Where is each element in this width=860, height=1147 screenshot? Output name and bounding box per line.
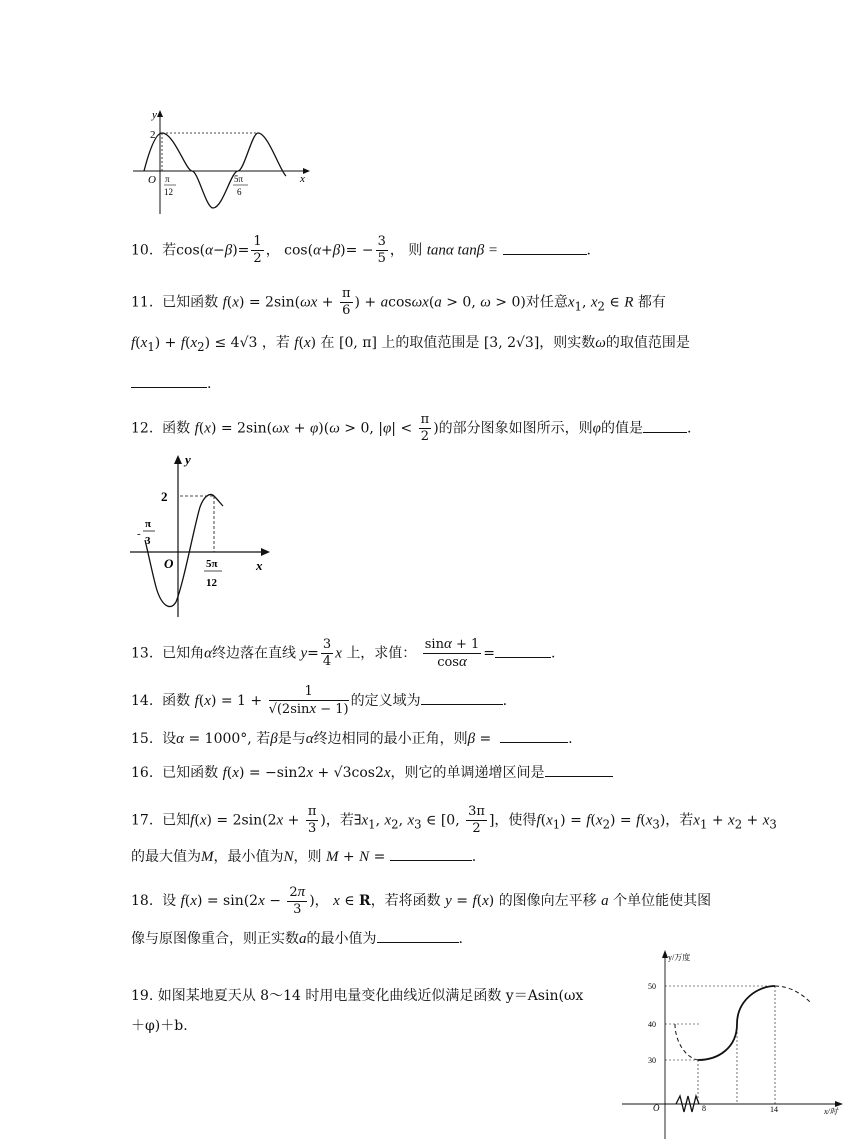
graph-1: [128, 108, 318, 218]
svg-text:5π: 5π: [234, 174, 244, 184]
answer-blank[interactable]: [495, 643, 551, 658]
x-tick-8: 8: [702, 1104, 706, 1113]
question-16: 16. 已知函数 f(x) = −sin2x + √3cos2x，则它的单调递增区间是: [131, 762, 613, 783]
svg-text:π: π: [145, 518, 152, 530]
svg-text:6: 6: [237, 187, 242, 197]
y-axis-label: y: [185, 452, 191, 467]
question-17-line-2: 的最大值为M，最小值为N，则 M + N = .: [131, 846, 476, 867]
question-10: 10. 若cos(α−β)= $\frac{1}{2}$ ， cos(α+β)= − $\frac{3}{5}$ ， 则 tanα tanβ = .: [131, 234, 591, 266]
electricity-usage-graph: [620, 944, 850, 1144]
question-19-line-2: ＋φ)＋b.: [131, 1018, 188, 1034]
question-19-line-1: 19. 如图某地夏天从 8～14 时用电量变化曲线近似满足函数 y＝Asin(ωx: [131, 988, 584, 1004]
y-axis-label: y/万度: [668, 953, 691, 962]
y-tick-50: 50: [648, 982, 656, 991]
graph-2: [128, 452, 278, 622]
question-17-line-1: 17. 已知f(x) = 2sin(2x + $\frac{\pi}{3}$ )，若$\exists x_1$, $x_2$, $x_3$ ∈ [0, $\frac{3\pi}{2}$ ]，使得$f(x_1) = f(x_2) = f(x_3)$，若$x_1 + x_2 + x_3$: [131, 804, 777, 836]
answer-blank[interactable]: [131, 373, 207, 388]
x-tick-14: 14: [770, 1105, 778, 1114]
y-tick-2: 2: [161, 489, 168, 504]
origin-label: O: [164, 556, 174, 571]
svg-text:-: -: [137, 528, 141, 540]
x-axis-label: x: [256, 558, 263, 573]
answer-blank[interactable]: [643, 418, 687, 433]
question-14: 14. 函数 f(x) = 1 + $\frac{1}{√(2\sin x - 1)}$ 的定义域为 .: [131, 684, 508, 717]
question-15: 15. 设α = 1000°, 若β是与α终边相同的最小正角，则β = .: [131, 728, 573, 749]
dashed-curve-right: [775, 986, 810, 1002]
dashed-curve-left: [675, 1024, 698, 1060]
answer-blank[interactable]: [503, 240, 587, 255]
usage-curve: [698, 986, 775, 1060]
answer-blank[interactable]: [390, 846, 472, 861]
question-13: 13. 已知角α终边落在直线 y= $\frac{3}{4}$ x 上，求值： $\frac{\sin\alpha + 1}{\cos\alpha}$ = .: [131, 636, 556, 670]
question-18-line-1: 18. 设 f(x) = sin(2x − $\frac{2\pi}{3}$ )， x ∈ R，若将函数 y = f(x) 的图像向左平移 a 个单位能使其图: [131, 884, 712, 917]
answer-blank[interactable]: [377, 928, 459, 943]
svg-text:3: 3: [145, 535, 151, 547]
y-tick-2: 2: [150, 129, 156, 141]
origin-label: O: [653, 1103, 660, 1113]
x-axis-label: x/时: [824, 1107, 838, 1116]
svg-text:5π: 5π: [206, 558, 218, 570]
answer-blank[interactable]: [421, 690, 503, 705]
question-11-line-3: .: [131, 373, 211, 394]
question-12: 12. 函数 f(x) = 2sin(ωx + φ)(ω > 0, |φ| < $\frac{\pi}{2}$ )的部分图象如图所示，则φ的值是 .: [131, 412, 692, 444]
question-11-line-2: $f(x_1) + f(x_2) \le 4√3$ ，若 f(x) 在 [0, π] 上的取值范围是 [3, 2√3]，则实数ω的取值范围是: [131, 335, 690, 354]
origin-label: O: [148, 174, 156, 186]
svg-text:12: 12: [164, 187, 173, 197]
svg-text:12: 12: [206, 577, 217, 589]
y-axis-label: y: [152, 109, 157, 121]
svg-text:π: π: [165, 174, 170, 184]
x-axis-label: x: [300, 173, 305, 185]
question-11-line-1: 11. 已知函数 f(x) = 2sin(ωx + $\frac{\pi}{6}$ ) + acosωx(a > 0, ω > 0)对任意$x_1$, $x_2$ ∈ R 都有: [131, 286, 666, 318]
question-18-line-2: 像与原图像重合，则正实数a的最小值为 .: [131, 928, 463, 949]
y-tick-30: 30: [648, 1056, 656, 1065]
answer-blank[interactable]: [500, 728, 568, 743]
sine-curve: [145, 494, 223, 606]
y-tick-40: 40: [648, 1020, 656, 1029]
answer-blank[interactable]: [545, 762, 613, 777]
